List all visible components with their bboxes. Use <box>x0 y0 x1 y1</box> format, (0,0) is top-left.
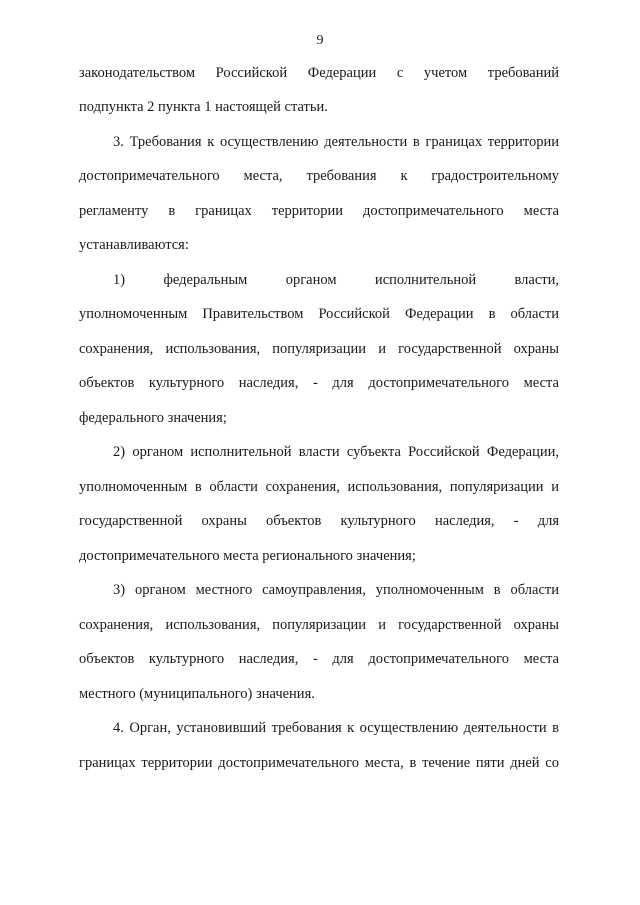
text-line: 4. Орган, установивший требования к осуществлению деятельности в <box>113 720 559 736</box>
text-line: подпункта 2 пункта 1 настоящей статьи. <box>79 99 328 115</box>
text-line: сохранения, использования, популяризации и государственной охраны <box>79 341 559 357</box>
text-line: объектов культурного наследия, - для достопримечательного места <box>79 375 559 391</box>
text-line: государственной охраны объектов культурного наследия, - для <box>79 513 559 529</box>
text-line: объектов культурного наследия, - для достопримечательного места <box>79 651 559 667</box>
page-number: 9 <box>316 33 324 48</box>
text-line: 2) органом исполнительной власти субъекта Российской Федерации, <box>113 444 559 460</box>
text-line: устанавливаются: <box>79 237 189 253</box>
text-line: 3) органом местного самоуправления, уполномоченным в области <box>113 582 559 598</box>
text-line: уполномоченным Правительством Российской Федерации в области <box>79 306 559 322</box>
text-line: сохранения, использования, популяризации и государственной охраны <box>79 617 559 633</box>
text-line: достопримечательного места, требования к градостроительному <box>79 168 559 184</box>
text-line: законодательством Российской Федерации с учетом требований <box>79 65 559 81</box>
text-line: регламенту в границах территории достопримечательного места <box>79 203 559 219</box>
text-line: местного (муниципального) значения. <box>79 686 315 702</box>
text-line: уполномоченным в области сохранения, использования, популяризации и <box>79 479 559 495</box>
text-line: достопримечательного места регионального значения; <box>79 548 416 564</box>
text-line: 1) федеральным органом исполнительной власти, <box>113 272 559 288</box>
text-line: границах территории достопримечательного места, в течение пяти дней со <box>79 755 559 771</box>
text-line: 3. Требования к осуществлению деятельности в границах территории <box>113 134 559 150</box>
text-line: федерального значения; <box>79 410 227 426</box>
